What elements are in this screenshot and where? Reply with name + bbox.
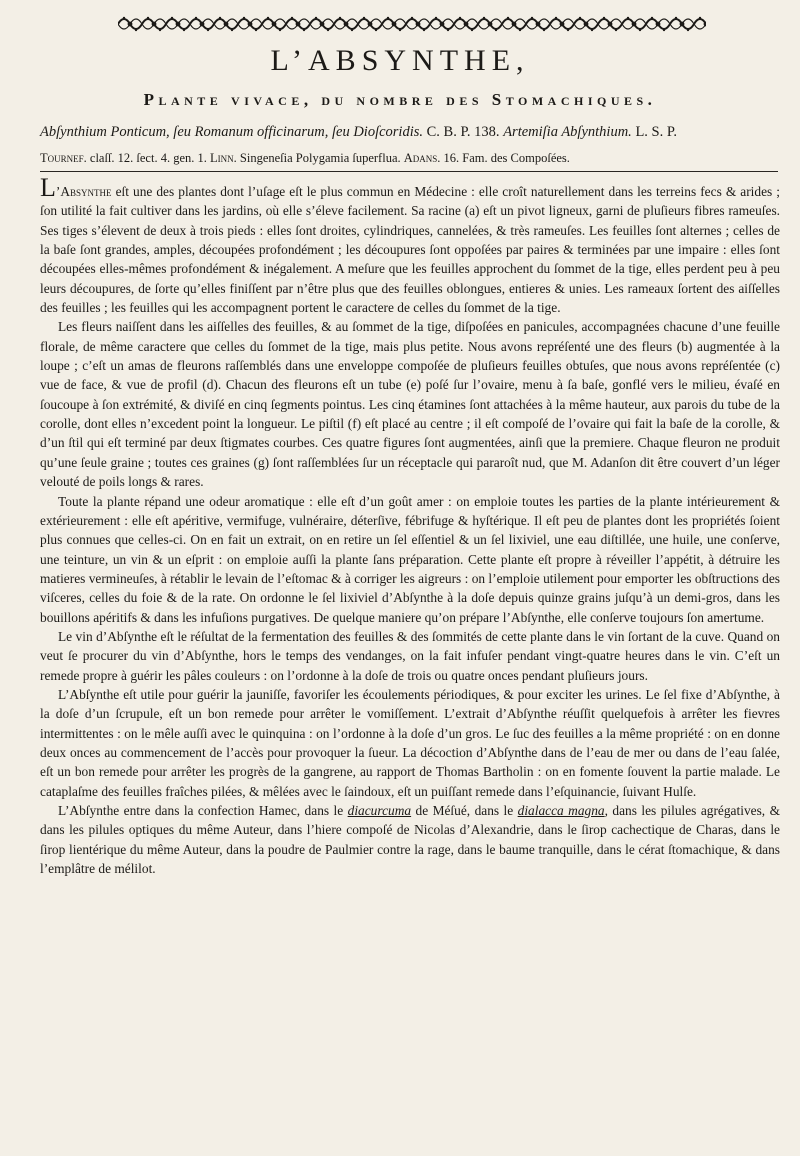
tournefort-ref: claſſ. 12. ſect. 4. gen. 1. (89, 151, 207, 165)
latin-synonym: Abſynthium Ponticum, ſeu Romanum officinarum, ſeu Dioſcoridis. (40, 124, 423, 140)
italic-term: diacurcuma (347, 803, 412, 818)
page-title: L’ABSYNTHE, (270, 44, 530, 77)
linnaeus-ref: Singeneſia Polygamia ſuperflua. (239, 151, 401, 165)
header-divider (40, 171, 778, 172)
paragraph-text: eſt une des plantes dont l’uſage eſt le plus commun en Médecine : elle croît naturellement dans les terreins fecs & arides ; ſon utilité la fait cultiver dans les jardins, où elle s’éleve facilement. Sa racine (a) eſt un pivot ligneux, garni de pluſieurs fibres rameuſes. Ses tiges s’élevent de deux à trois pieds : elles ſont droites, cylindriques, cannelées, & très rameuſes. Les feuilles ſont alternes ; celles de la baſe ſont grandes, amples, découpées profondément ; les découpures ſont oppoſées par paires & terminées par une impaire : elles ſont découpées elles-mêmes profondément & inégalement. A meſure que les feuilles approchent du ſommet de la tige, elles perdent peu à peu leurs découpures, de ſorte qu’elles finiſſent par n’être plus que des feuilles oblongues, entieres & unies. Les rameaux ſortent des aiſſelles des feuilles ; les feuilles qui les accompagnent portent le caractere de celles du ſommet de la tige. (40, 184, 780, 316)
paragraph-preparations (40, 801, 780, 878)
paragraph-wine: Le vin d’Abſynthe eſt le réſultat de la fermentation des feuilles & des ſommités de cette plante dans le vin ſortant de la cuve. Quand on veut ſe procurer du vin d’Abſynthe, hors le temps des vendanges, on la fait infuſer pendant vingt-quatre heures dans le vin. C’eſt un remede propre à guérir les pâles couleurs : on l’ordonne à la doſe de trois ou quatre onces pendant pluſieurs jours. (40, 628, 780, 683)
page-subtitle: Plante vivace, du nombre des Stomachiques. (143, 90, 657, 109)
paragraph-properties: Toute la plante répand une odeur aromatique : elle eſt d’un goût amer : on emploie toutes les parties de la plante intérieurement & extérieurement : elle eſt apéritive, vermifuge, vulnéraire, déterſive, fébrifuge & hyſtérique. Il eſt peu de plantes dont les propriétés ſoient plus connues que celles-ci. On en fait un extrait, on en retire un ſel eſſentiel & un ſel lixiviel, une eau diſtillée, une huile, une conſerve, une teinture, un vin & un eſprit : on emploie auſſi la plante ſans préparation. Cette plante eſt propre à réveiller l’appétit, à détruire les matieres vermineuſes, à rétablir le levain de l’eſtomac & à corriger les aigreurs : on l’emploie utilement pour emporter les obſtructions des viſceres, celles du foie & de la rate. On ordonne le ſel lixiviel d’Abſynthe à la doſe depuis quinze grains juſqu’à un demi-gros, dans les bouillons apéritifs & dans les infuſions purgatives. De quelque maniere qu’on prépare l’Abſynthe, elle conſerve toujours ſon amertume. (40, 493, 780, 625)
italic-term: dialacca magna (517, 803, 605, 818)
paragraph-description (40, 173, 780, 317)
linnaean-reference: L. S. P. (635, 124, 677, 140)
linnaeus-label: Linn. (210, 151, 237, 165)
synonyms-line (40, 124, 780, 141)
paragraph-text: L’Abſynthe entre dans la confection Hamec, dans le (58, 803, 348, 818)
classification-line (40, 151, 780, 166)
paragraph-uses: L’Abſynthe eſt utile pour guérir la jauniſſe, favoriſer les écoulements périodiques, & pour exciter les urines. Le ſel fixe d’Abſynthe, à la doſe d’un ſcrupule, eſt un bon remede pour arrêter le vomiſſement. L’extrait d’Abſynthe réuſſit quelquefois à arrêter les fievres intermittentes : on le mêle auſſi avec le quinquina : on l’ordonne à la doſe d’un gros. Le ſuc des feuilles a la même propriété : on en donne deux onces au commencement de l’accès pour provoquer la ſueur. La décoction d’Abſynthe dans de l’eau de mer ou dans de l’eau ſalée, eſt un bon remede pour arrêter les progrès de la gangrene, au rapport de Thomas Bartholin : on en fomente ſouvent la partie malade. Le cataplaſme des feuilles fraîches pilées, & mêlées avec le ſaindoux, eſt un puiſſant remede dans l’eſquinancie, ſuivant Hulſe. (40, 686, 780, 799)
body-text (40, 173, 780, 878)
lead-word: ’Absynthe (55, 184, 112, 199)
adanson-ref: 16. Fam. des Compoſées. (443, 151, 570, 165)
paragraph-text: , dans les pilules agrégatives, & dans les pilules optiques du même Auteur, dans l’hiere compoſé de Nicolas d’Alexandrie, dans le ſirop cachectique de Charas, dans le ſirop lientérique du même Auteur, dans la poudre de Paulmier contre la rage, dans le baume tranquille, dans le cérat ſtomachique, & dans l’emplâtre de mélilot. (40, 803, 780, 877)
tournefort-label: Tournef. (40, 151, 87, 165)
paragraph-flowers: Les fleurs naiſſent dans les aiſſelles des feuilles, & au ſommet de la tige, diſpoſées en panicules, accompagnées chacune d’une feuille florale, de même caractere que celles du ſommet de la tige, mais plus petite. Nous avons repréſenté une des fleurs (b) augmentée à la loupe ; c’eſt un amas de fleurons raſſemblés dans une enveloppe compoſée de pluſieurs feuilles obtuſes, que nous avons repréſentée (c) vue de face, & vue de profil (d). Chacun des fleurons eſt un tube (e) poſé ſur l’ovaire, menu à ſa baſe, gonflé vers le milieu, évaſé en ſoucoupe à ſon extrémité, & diviſé en cinq ſegments pointus. Les cinq étamines ſont attachées à la même hauteur, aux parois du tube de la corolle, dont elles n’excedent point la longueur. Le piſtil (f) eſt placé au centre ; il eſt compoſé de l’ovaire qui fait la baſe de la corolle, & d’un ſtil qui eſt terminé par deux ſtigmates courbes. Ces quatre figures ſont augmentées, ainſi que la premiere. Chaque fleuron ne produit qu’une ſeule graine ; toutes ces graines (g) ſont raſſemblées ſur un réceptacle qui pararoît nud, que M. Adanſon dit être couvert d’un léger velouté de poils longs & rares. (40, 319, 780, 490)
adanson-label: Adans. (403, 151, 441, 165)
linnaean-name: Artemiſia Abſynthium. (503, 124, 632, 140)
paragraph-text: de Méſué, dans le (411, 803, 518, 818)
synonym-reference: C. B. P. 138. (426, 124, 500, 140)
drop-cap: L (40, 173, 56, 202)
decorative-border-ornament (118, 14, 706, 34)
